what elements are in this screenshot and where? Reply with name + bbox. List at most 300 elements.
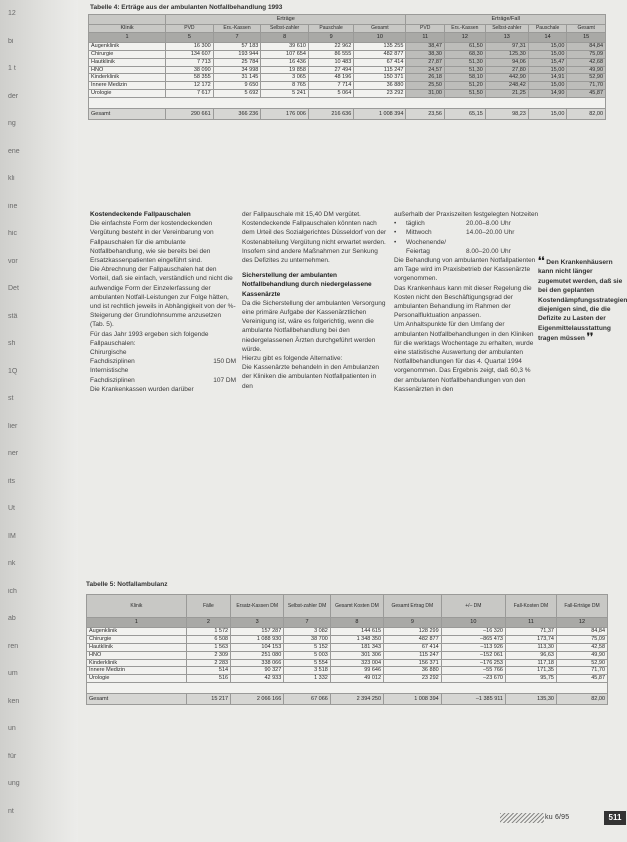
- t5-cell: 301 306: [330, 651, 383, 659]
- t4-cell: 216 636: [308, 109, 353, 120]
- t4-row: [89, 58, 606, 66]
- t4-cell: 7 713: [166, 58, 214, 66]
- table4-column-header: Ers.-Kassen: [213, 25, 261, 33]
- t4-cell: 68,30: [444, 50, 485, 58]
- t5-cell: 5 003: [284, 651, 331, 659]
- table5-body: [87, 628, 608, 705]
- t5-row-label: Innere Medizin: [87, 667, 187, 675]
- t4-cell: 176 006: [261, 109, 309, 120]
- t5-cell: 5 554: [284, 659, 331, 667]
- t4-cell: 125,30: [485, 50, 528, 58]
- t4-column-number: 10: [354, 32, 406, 42]
- t4-cell: 36 880: [354, 82, 406, 90]
- fee-amount: 150 DM: [213, 358, 236, 366]
- t4-row: [89, 50, 606, 58]
- t5-column-number: 1: [87, 618, 187, 628]
- table4-column-header: Pauschale: [528, 25, 567, 33]
- paragraph: Um Anhaltspunkte für den Umfang der ambulanten Notfallbehandlungen in den Kliniken für die werktags Wochentage zu erhalten, wurde eine statistische Auswertung der ambulanten Notfallbehandlungen für das 4. Quartal 1994 vorgenommen. Das Ergebnis zeigt, daß 60,3 % der ambulanten Notfallbehandlungen von den Kassenärzten in den: [394, 321, 534, 393]
- t5-spacer-cell: [87, 683, 608, 694]
- paragraph: Hierzu gibt es folgende Alternative:: [242, 355, 343, 363]
- table5-column-header: Selbst-zahler DM: [284, 595, 331, 618]
- t5-spacer-row: [87, 683, 608, 694]
- t5-column-number: 8: [330, 618, 383, 628]
- t4-cell: 8 765: [261, 82, 309, 90]
- t4-column-number: 15: [567, 32, 606, 42]
- t5-cell: 23 292: [384, 675, 442, 683]
- gutter-text-fragment: ine: [8, 202, 18, 210]
- t4-cell: 135 255: [354, 42, 406, 50]
- t5-column-number: 2: [186, 618, 230, 628]
- t5-cell: 135,30: [505, 694, 556, 705]
- gutter-text-fragment: für: [8, 752, 17, 760]
- gutter-text-fragment: ng: [8, 120, 16, 127]
- paragraph: Die Kassenärzte behandeln in den Ambulanzen der Kliniken die ambulanten Notfallpatienten in den: [242, 364, 379, 390]
- gutter-text-fragment: ich: [8, 587, 17, 595]
- paragraph: Für das Jahr 1993 ergeben sich folgende Fallpauschalen:: [90, 330, 209, 347]
- gutter-text-fragment: Det: [8, 285, 19, 292]
- fee-amount: 107 DM: [213, 376, 236, 384]
- schedule-time: 20.00–8.00 Uhr: [466, 220, 511, 228]
- table4-group-header-right: Erträge/Fall: [406, 15, 606, 25]
- t4-cell: 7 714: [308, 82, 353, 90]
- t5-cell: 84,84: [556, 628, 607, 636]
- t4-cell: 442,90: [485, 74, 528, 82]
- t4-cell: 65,15: [444, 109, 485, 120]
- t5-cell: 90 327: [231, 667, 284, 675]
- t4-cell: 82,00: [567, 109, 606, 120]
- t4-cell: 19 858: [261, 66, 309, 74]
- table4-corner: [89, 15, 166, 25]
- t4-cell: 9 650: [213, 82, 261, 90]
- t4-row-label: Gesamt: [89, 109, 166, 120]
- t4-row: [89, 90, 606, 98]
- schedule-line: [394, 219, 540, 228]
- t4-cell: 58 355: [166, 74, 214, 82]
- table5-column-headers: [87, 595, 608, 618]
- t4-cell: 27,80: [485, 66, 528, 74]
- t5-cell: –23 670: [441, 675, 505, 683]
- t5-cell: 115 247: [384, 651, 442, 659]
- t5-cell: 104 153: [231, 643, 284, 651]
- t5-cell: 171,35: [505, 667, 556, 675]
- paragraph: Chirurgische: [90, 349, 127, 357]
- table5-column-header: Gesamt Ertrag DM: [384, 595, 442, 618]
- t4-column-number: 11: [406, 32, 445, 42]
- t4-row-label: Urologie: [89, 90, 166, 98]
- t4-cell: 31 145: [213, 74, 261, 82]
- t4-cell: 3 065: [261, 74, 309, 82]
- table4-column-headers: [89, 25, 606, 33]
- gutter-text-fragment: nt: [8, 807, 14, 815]
- table5: [86, 594, 608, 705]
- t5-column-number: 7: [284, 618, 331, 628]
- t5-row: [87, 667, 608, 675]
- t4-cell: 248,42: [485, 82, 528, 90]
- gutter-text-fragment: 1Q: [8, 367, 18, 375]
- article-column-1: [90, 210, 236, 394]
- t5-cell: 42 933: [231, 675, 284, 683]
- t5-cell: 52,90: [556, 659, 607, 667]
- t5-cell: 1 563: [186, 643, 230, 651]
- t5-cell: 482 877: [384, 635, 442, 643]
- gutter-text-fragment: lier: [8, 422, 18, 430]
- t5-cell: 3 518: [284, 667, 331, 675]
- t4-cell: 16 300: [166, 42, 214, 50]
- schedule-day: täglich: [406, 220, 425, 228]
- t5-cell: 117,18: [505, 659, 556, 667]
- gutter-text-fragment: ren: [8, 642, 19, 650]
- t5-cell: 251 080: [231, 651, 284, 659]
- gutter-text-fragment: ene: [8, 147, 20, 155]
- t4-cell: 98,23: [485, 109, 528, 120]
- t4-cell: 23 292: [354, 90, 406, 98]
- t5-cell: 15 217: [186, 694, 230, 705]
- t4-cell: 5 064: [308, 90, 353, 98]
- t5-cell: 144 615: [330, 628, 383, 636]
- t4-total-row: [89, 109, 606, 120]
- t4-cell: 39 610: [261, 42, 309, 50]
- gutter-text-fragment: ken: [8, 697, 20, 705]
- t4-cell: 12 172: [166, 82, 214, 90]
- t4-cell: 21,25: [485, 90, 528, 98]
- t4-cell: 15,00: [528, 42, 567, 50]
- table4-column-header: Gesamt: [354, 25, 406, 33]
- t4-column-number: 12: [444, 32, 485, 42]
- gutter-text-fragment: nk: [8, 560, 16, 567]
- t5-cell: 99 646: [330, 667, 383, 675]
- schedule-day: Wochenende/: [406, 238, 446, 246]
- t4-cell: 42,68: [567, 58, 606, 66]
- t4-cell: 31,00: [406, 90, 445, 98]
- page-number: 511: [604, 811, 626, 825]
- magazine-logo-stripes: [500, 813, 544, 823]
- paragraph: Die Behandlung von ambulanten Notfallpatienten am Tage wird im Praxisbetrieb der Kassenärzte vorgenommen.: [394, 257, 536, 283]
- t5-row-label: Augenklinik: [87, 628, 187, 636]
- schedule-time: 8.00–20.00 Uhr: [466, 247, 511, 255]
- t4-cell: 482 877: [354, 50, 406, 58]
- t4-cell: 366 236: [213, 109, 261, 120]
- fee-discipline: Fachdisziplinen: [90, 376, 135, 384]
- t5-row-label: Kinderklinik: [87, 659, 187, 667]
- schedule-bullet: [394, 247, 406, 256]
- table5-column-header: Klinik: [87, 595, 187, 618]
- t5-row-label: Hautklinik: [87, 643, 187, 651]
- t4-cell: 10 483: [308, 58, 353, 66]
- table5-column-header: Fall-Kosten DM: [505, 595, 556, 618]
- t5-cell: 96,63: [505, 651, 556, 659]
- t5-row: [87, 643, 608, 651]
- t4-cell: 27,87: [406, 58, 445, 66]
- t5-cell: 173,74: [505, 635, 556, 643]
- t5-cell: 2 283: [186, 659, 230, 667]
- article-column-2: [242, 210, 388, 391]
- pull-quote: [538, 257, 626, 344]
- gutter-text-fragment: der: [8, 92, 19, 100]
- t5-total-row: [87, 694, 608, 705]
- table5-column-header: +/– DM: [441, 595, 505, 618]
- schedule-day: Feiertag: [406, 247, 430, 255]
- t4-cell: 51,30: [444, 66, 485, 74]
- table4: [88, 14, 606, 120]
- t5-cell: –152 061: [441, 651, 505, 659]
- t5-column-number: 12: [556, 618, 607, 628]
- t4-cell: 22 962: [308, 42, 353, 50]
- t4-cell: 134 607: [166, 50, 214, 58]
- pull-quote-text: Den Krankenhäusern kann nicht länger zugemutet werden, daß sie bei den geplanten Kostendämpfungsstrategien diejenigen sind, die die Defizite zu Lasten der Eigenmittelausstattung tragen müssen: [538, 259, 627, 343]
- t5-cell: –55 766: [441, 667, 505, 675]
- t4-cell: 48 196: [308, 74, 353, 82]
- t4-cell: 86 555: [308, 50, 353, 58]
- t4-spacer-cell: [89, 98, 606, 109]
- t5-cell: 45,87: [556, 675, 607, 683]
- table4-group-header-left: Erträge: [166, 15, 406, 25]
- t4-cell: 51,20: [444, 82, 485, 90]
- gutter-text-fragment: Ut: [8, 505, 15, 512]
- schedule-time: 14.00–20.00 Uhr: [466, 229, 515, 237]
- gutter-text-fragment: ab: [8, 615, 16, 622]
- t4-cell: 15,00: [528, 66, 567, 74]
- t4-cell: 94,06: [485, 58, 528, 66]
- gutter-text-fragment: ner: [8, 450, 19, 457]
- t5-cell: 82,00: [556, 694, 607, 705]
- table4-column-header: Selbst-zahler: [485, 25, 528, 33]
- pull-quote-open-mark: ❛❛: [538, 256, 545, 267]
- table5-column-header: Gesamt Kosten DM: [330, 595, 383, 618]
- t5-cell: 1 332: [284, 675, 331, 683]
- gutter-text-fragment: 12: [8, 10, 16, 17]
- t4-cell: 61,50: [444, 42, 485, 50]
- t5-column-number: 9: [384, 618, 442, 628]
- t5-column-number: 3: [231, 618, 284, 628]
- t4-cell: 290 661: [166, 109, 214, 120]
- schedule-bullet: •: [394, 220, 397, 228]
- t5-column-number: 10: [441, 618, 505, 628]
- t4-cell: 51,30: [444, 58, 485, 66]
- t4-cell: 38,30: [406, 50, 445, 58]
- fee-line: [90, 357, 236, 366]
- t4-cell: 34 998: [213, 66, 261, 74]
- t4-cell: 38 090: [166, 66, 214, 74]
- t4-cell: 51,50: [444, 90, 485, 98]
- adjacent-page-gutter: [0, 0, 78, 842]
- t5-cell: 71,70: [556, 667, 607, 675]
- t4-row-label: HNO: [89, 66, 166, 74]
- table5-caption: Tabelle 5: Notfallambulanz: [86, 581, 168, 588]
- paragraph: außerhalb der Praxiszeiten festgelegten Notzeiten: [394, 211, 539, 218]
- t5-cell: 338 066: [231, 659, 284, 667]
- gutter-text-fragment: um: [8, 670, 18, 677]
- section-heading: Kostendeckende Fallpauschalen: [90, 211, 191, 218]
- t5-cell: 514: [186, 667, 230, 675]
- t4-column-number: 5: [166, 32, 214, 42]
- t5-row: [87, 628, 608, 636]
- t5-cell: 157 287: [231, 628, 284, 636]
- t4-cell: 25,50: [406, 82, 445, 90]
- t4-cell: 15,00: [528, 50, 567, 58]
- schedule-bullet: •: [394, 229, 397, 237]
- t4-cell: 15,00: [528, 82, 567, 90]
- schedule-line: [394, 228, 540, 237]
- paragraph: Die einfachste Form der kostendeckenden Vergütung besteht in der Vereinbarung von Fallpauschalen für die ambulante Notfallbehandlung, wie sie bereits bei den Ersatzkassenpatienten eingeführt sind.: [90, 220, 214, 265]
- t4-cell: 71,70: [567, 82, 606, 90]
- gutter-text-fragment: un: [8, 725, 16, 732]
- t5-cell: 38 700: [284, 635, 331, 643]
- t4-cell: 84,84: [567, 42, 606, 50]
- t4-cell: 26,18: [406, 74, 445, 82]
- table4-column-header: PVD: [166, 25, 214, 33]
- t4-cell: 15,00: [528, 109, 567, 120]
- t4-cell: 52,90: [567, 74, 606, 82]
- t5-cell: 2 309: [186, 651, 230, 659]
- t4-row: [89, 82, 606, 90]
- table5-column-header: Fall-Erträge DM: [556, 595, 607, 618]
- table4-caption: Tabelle 4: Erträge aus der ambulanten Notfallbehandlung 1993: [90, 4, 283, 11]
- t5-cell: –865 473: [441, 635, 505, 643]
- fee-discipline: Fachdisziplinen: [90, 358, 135, 366]
- t5-cell: 67 066: [284, 694, 331, 705]
- t5-cell: 3 082: [284, 628, 331, 636]
- t5-column-number: 11: [505, 618, 556, 628]
- t5-cell: 5 152: [284, 643, 331, 651]
- t4-cell: 150 371: [354, 74, 406, 82]
- t4-cell: 58,10: [444, 74, 485, 82]
- t4-cell: 24,57: [406, 66, 445, 74]
- t4-column-number: 1: [89, 32, 166, 42]
- t4-cell: 16 436: [261, 58, 309, 66]
- t4-cell: 45,87: [567, 90, 606, 98]
- t4-cell: 14,91: [528, 74, 567, 82]
- t4-cell: 57 183: [213, 42, 261, 50]
- t4-cell: 49,90: [567, 66, 606, 74]
- t5-row: [87, 635, 608, 643]
- gutter-text-fragment: sh: [8, 340, 16, 347]
- gutter-text-fragment: ung: [8, 780, 20, 787]
- t5-cell: 181 343: [330, 643, 383, 651]
- gutter-text-fragment: bi: [8, 37, 14, 45]
- table4-column-header: PVD: [406, 25, 445, 33]
- t4-row-label: Hautklinik: [89, 58, 166, 66]
- t5-row: [87, 651, 608, 659]
- table4-column-header: Ers.-Kassen: [444, 25, 485, 33]
- t4-row-label: Kinderklinik: [89, 74, 166, 82]
- t5-cell: 128 299: [384, 628, 442, 636]
- t5-cell: 95,75: [505, 675, 556, 683]
- gutter-text-fragment: hic: [8, 230, 17, 237]
- t5-row: [87, 659, 608, 667]
- t5-cell: 75,09: [556, 635, 607, 643]
- t4-cell: 107 654: [261, 50, 309, 58]
- t4-cell: 5 692: [213, 90, 261, 98]
- t5-cell: 49 012: [330, 675, 383, 683]
- table4-body: [89, 42, 606, 119]
- table4-klinik-header: Klinik: [89, 25, 166, 33]
- t5-cell: 49,90: [556, 651, 607, 659]
- t4-column-number: 8: [261, 32, 309, 42]
- t5-cell: 67 414: [384, 643, 442, 651]
- t5-cell: 36 880: [384, 667, 442, 675]
- t4-cell: 1 008 394: [354, 109, 406, 120]
- paragraph: der Fallpauschale mit 15,40 DM vergütet.: [242, 211, 361, 218]
- fee-line: [90, 376, 236, 385]
- t4-cell: 15,47: [528, 58, 567, 66]
- t4-cell: 38,47: [406, 42, 445, 50]
- t5-cell: 2 066 166: [231, 694, 284, 705]
- t5-cell: 71,37: [505, 628, 556, 636]
- t4-row: [89, 74, 606, 82]
- t4-row: [89, 42, 606, 50]
- table4-column-header: Pauschale: [308, 25, 353, 33]
- t5-cell: 6 508: [186, 635, 230, 643]
- table4-column-numbers: [89, 32, 606, 42]
- t4-cell: 115 247: [354, 66, 406, 74]
- schedule-line: [394, 238, 540, 247]
- magazine-logo: ku 6/95: [545, 814, 570, 821]
- t5-cell: 1 008 394: [384, 694, 442, 705]
- magazine-page: [84, 0, 627, 842]
- t5-cell: 323 004: [330, 659, 383, 667]
- section-heading: Sicherstellung der ambulanten Notfallbehandlung durch niedergelassene Kassenärzte: [242, 272, 372, 298]
- table5-column-header: Fälle: [186, 595, 230, 618]
- t5-row-label: Chirurgie: [87, 635, 187, 643]
- paragraph: Kostendeckende Fallpauschalen könnten nach dem Urteil des Sozialgerichtes Düsseldorf von der Kostenabteilung Vergütung nicht erwartet werden. Insofern sind andere Maßnahmen zur Senkung des Defizites zu unternehmen.: [242, 220, 387, 265]
- table4-column-header: Gesamt: [567, 25, 606, 33]
- t5-row-label: Gesamt: [87, 694, 187, 705]
- t5-cell: 156 371: [384, 659, 442, 667]
- table4-column-header: Selbst-zahler: [261, 25, 309, 33]
- t5-cell: 516: [186, 675, 230, 683]
- schedule-bullet: •: [394, 238, 397, 246]
- t5-row-label: HNO: [87, 651, 187, 659]
- t5-cell: –113 926: [441, 643, 505, 651]
- article-column-3: [394, 210, 540, 394]
- t4-cell: 97,31: [485, 42, 528, 50]
- t4-row-label: Chirurgie: [89, 50, 166, 58]
- t5-row: [87, 675, 608, 683]
- gutter-text-fragment: 1 t: [8, 65, 16, 72]
- t4-row-label: Augenklinik: [89, 42, 166, 50]
- t4-row: [89, 66, 606, 74]
- t4-column-number: 9: [308, 32, 353, 42]
- t5-cell: 1 088 930: [231, 635, 284, 643]
- paragraph: Die Krankenkassen wurden darüber: [90, 385, 194, 393]
- pull-quote-close-mark: ❜❜: [586, 332, 594, 344]
- paragraph: Das Krankenhaus kann mit dieser Regelung die Kosten nicht den Beschäftigungsgrad der ambulanten Behandlung im Rahmen der Personalfluktuation anpassen.: [394, 284, 532, 320]
- gutter-text-fragment: its: [8, 477, 15, 485]
- t5-cell: 1 572: [186, 628, 230, 636]
- paragraph: Internistische: [90, 367, 129, 375]
- t4-cell: 193 944: [213, 50, 261, 58]
- gutter-text-fragment: kli: [8, 175, 15, 182]
- t4-column-number: 14: [528, 32, 567, 42]
- paragraph: Die Abrechnung der Fallpauschalen hat den Vorteil, daß sie einfach, verständlich und nicht die aufwendige Form der Einzelerfassung der ambulanten Notfall-Leistungen zur Folge hätten, und ist rechtlich jeweils in Abhängigkeit von der %-Steigerung der Grundlohnsumme anzusetzen (Tab. 5).: [90, 266, 236, 329]
- paragraph: Da die Sicherstellung der ambulanten Versorgung eine primäre Aufgabe der Kassenärztlichen Vereinigung ist, wäre es folgerichtig, wenn die ambulante Notfallbehandlung bei den niedergelassenen Ärzten durchgeführt werden würde.: [242, 299, 386, 353]
- schedule-day: Mittwoch: [406, 229, 432, 237]
- gutter-text-fragment: st: [8, 395, 14, 402]
- t5-cell: 1 348 350: [330, 635, 383, 643]
- table5-column-numbers: [87, 618, 608, 628]
- t5-cell: –176 253: [441, 659, 505, 667]
- t5-cell: –1 385 911: [441, 694, 505, 705]
- t4-column-number: 13: [485, 32, 528, 42]
- t4-cell: 5 241: [261, 90, 309, 98]
- table5-column-header: Ersatz-Kassen DM: [231, 595, 284, 618]
- t5-cell: 113,30: [505, 643, 556, 651]
- gutter-text-fragment: vor: [8, 257, 18, 265]
- t4-spacer-row: [89, 98, 606, 109]
- t4-row-label: Innere Medizin: [89, 82, 166, 90]
- t4-cell: 75,09: [567, 50, 606, 58]
- gutter-text-fragment: IM: [8, 532, 16, 540]
